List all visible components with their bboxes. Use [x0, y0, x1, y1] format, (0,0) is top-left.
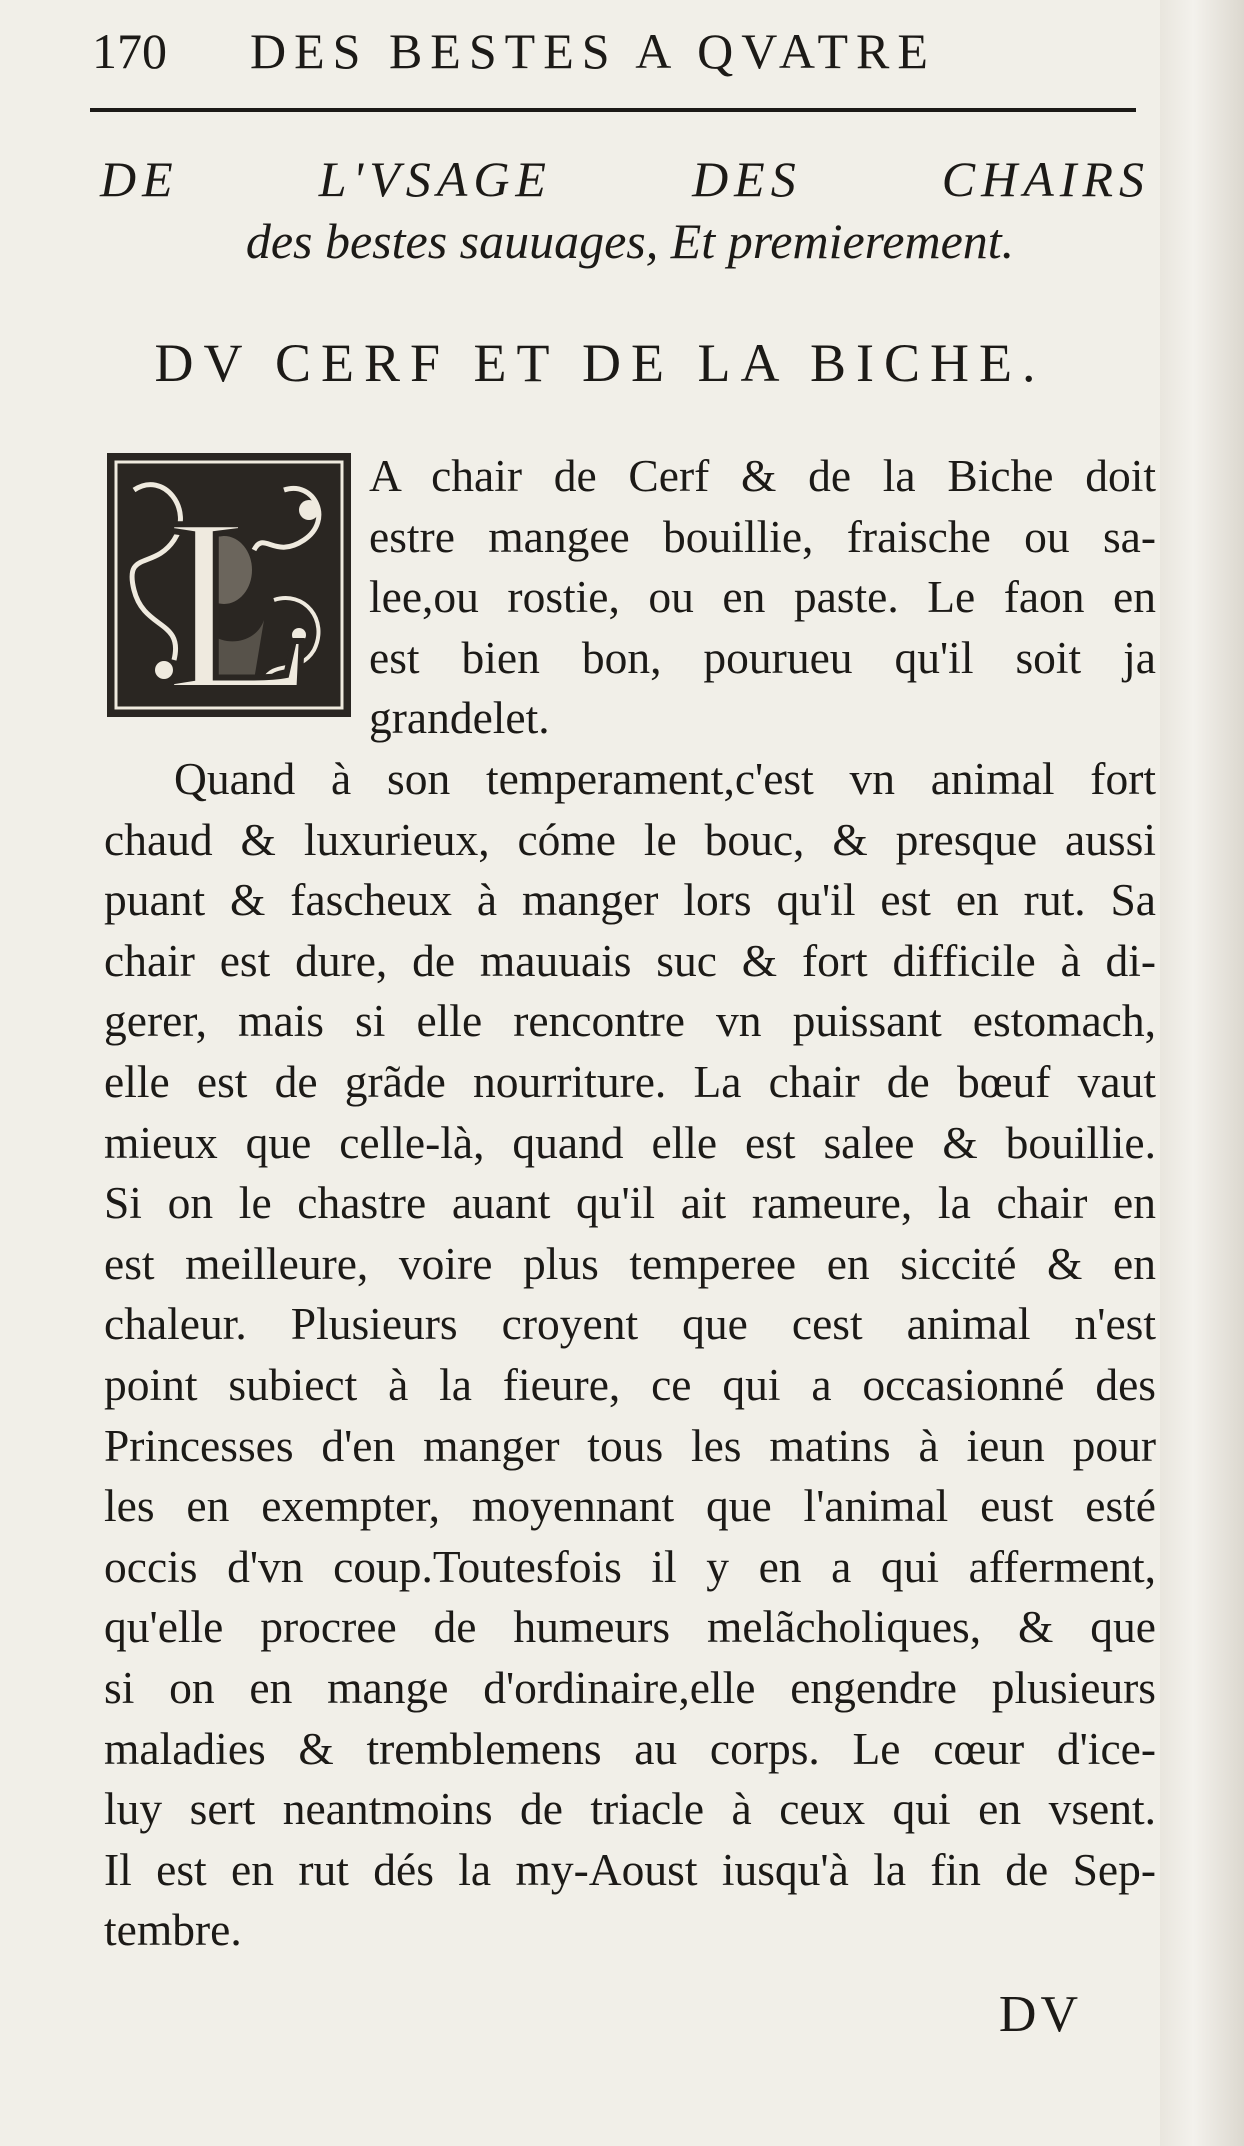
- text-line: estre mangee bouillie, fraische ou sa-: [369, 510, 1156, 562]
- text-line: gerer, mais si elle rencontre vn puissant estomach,: [104, 995, 1156, 1047]
- text-line: point subiect à la fieure, ce qui a occasionné des: [104, 1358, 1156, 1410]
- catchword: DV: [998, 1986, 1082, 2043]
- dropcap-letter: L: [164, 466, 317, 720]
- text-line: luy sert neantmoins de triacle à ceux qui en vsent.: [104, 1783, 1156, 1835]
- text-line: Princesses d'en manger tous les matins à ieun pour: [104, 1419, 1156, 1471]
- text-line: occis d'vn coup.Toutesfois il y en a qui afferment,: [104, 1540, 1156, 1592]
- chapter-title-word: CHAIRS: [941, 151, 1150, 207]
- page-gutter: [1160, 0, 1244, 2146]
- text-line: puant & fascheux à manger lors qu'il est en rut. Sa: [104, 874, 1156, 926]
- text-line: A chair de Cerf & de la Biche doit: [369, 450, 1156, 501]
- text-line: Il est en rut dés la my-Aoust iusqu'à la fin de Sep-: [104, 1843, 1156, 1895]
- page-number: 170: [92, 23, 167, 79]
- text-line: qu'elle procree de humeurs melãcholiques, & que: [104, 1601, 1156, 1653]
- text-line: mieux que celle-là, quand elle est salee & bouillie.: [104, 1116, 1156, 1168]
- text-line: tembre.: [104, 1904, 242, 1956]
- intro-paragraph: [104, 446, 1156, 749]
- text-line: si on en mange d'ordinaire,elle engendre plusieurs: [104, 1661, 1156, 1713]
- text-line: grandelet.: [369, 692, 550, 744]
- text-line: Quand à son temperament,c'est vn animal fort: [174, 753, 1156, 804]
- text-line: est meilleure, voire plus temperee en siccité & en: [104, 1237, 1156, 1289]
- header-rule: [90, 108, 1136, 112]
- text-line: chaleur. Plusieurs croyent que cest animal n'est: [104, 1298, 1156, 1350]
- text-line: est bien bon, pourueu qu'il soit ja: [369, 631, 1156, 683]
- chapter-title-line-2: des bestes sauuages, Et premierement.: [245, 213, 1015, 269]
- running-title: DES BESTES A QVATRE: [250, 23, 936, 79]
- chapter-title-line-1: [100, 148, 1150, 210]
- text-line: chaud & luxurieux, cóme le bouc, & presque aussi: [104, 813, 1156, 865]
- chapter-title-word: L'VSAGE: [318, 151, 552, 207]
- text-line: Si on le chastre auant qu'il ait rameure, la chair en: [104, 1177, 1156, 1229]
- text-line: maladies & tremblemens au corps. Le cœur d'ice-: [104, 1722, 1156, 1774]
- text-line: lee,ou rostie, ou en paste. Le faon en: [369, 571, 1156, 623]
- text-line: les en exempter, moyennant que l'animal eust esté: [104, 1480, 1156, 1532]
- chapter-title-word: DE: [100, 151, 179, 207]
- chapter-title-word: DES: [692, 151, 802, 207]
- section-title: DV CERF ET DE LA BICHE.: [154, 333, 1046, 393]
- text-line: chair est dure, de mauuais suc & fort difficile à di-: [104, 934, 1156, 986]
- body-paragraph: [104, 749, 1156, 1961]
- running-head: [92, 18, 1132, 88]
- text-line: elle est de grãde nourriture. La chair de bœuf vaut: [104, 1055, 1156, 1107]
- chapter-title: [100, 148, 1150, 272]
